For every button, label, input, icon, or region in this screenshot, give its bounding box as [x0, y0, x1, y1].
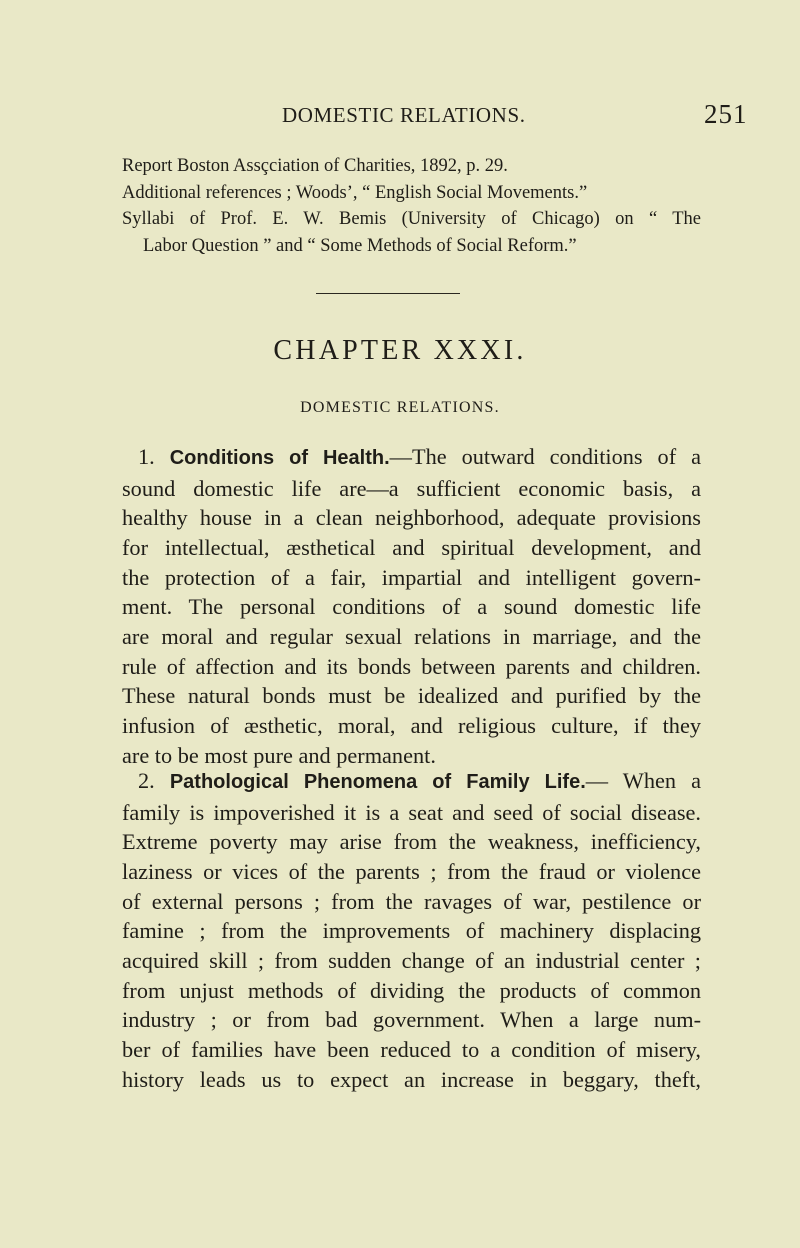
section-first-line: [122, 442, 701, 474]
paragraph-line: family is impoverished it is a seat and seed of social disease.: [122, 799, 701, 825]
reference-line: Syllabi of Prof. E. W. Bemis (University of Chicago) on “ The: [122, 209, 701, 229]
paragraph-line: These natural bonds must be idealized and purified by the: [122, 683, 701, 709]
paragraph-line: for intellectual, æsthetical and spiritual development, and: [122, 534, 701, 560]
paragraph-line: rule of affection and its bonds between parents and children.: [122, 653, 701, 679]
paragraph-line: history leads us to expect an increase in beggary, theft,: [122, 1066, 701, 1092]
section-heading: Pathological Phenomena of Family Life.: [169, 771, 586, 793]
section-first-line: [122, 766, 701, 798]
paragraph-line: Extreme poverty may arise from the weakness, inefficiency,: [122, 829, 701, 855]
paragraph-line: — When a: [585, 768, 702, 793]
running-title: DOMESTIC RELATIONS.: [282, 103, 526, 127]
paragraph-line: ment. The personal conditions of a sound domestic life: [122, 594, 701, 620]
paragraph-line: acquired skill ; from sudden change of an industrial center ;: [122, 947, 701, 973]
paragraph-line: infusion of æsthetic, moral, and religious culture, if they: [122, 712, 701, 738]
section-number: 1.: [138, 444, 155, 469]
paragraph-line: sound domestic life are—a sufficient economic basis, a: [122, 475, 701, 501]
paragraph-line: the protection of a fair, impartial and intelligent govern-: [122, 564, 701, 590]
paragraph-line: laziness or vices of the parents ; from the fraud or violence: [122, 858, 701, 884]
chapter-subtitle: DOMESTIC RELATIONS.: [300, 399, 500, 416]
running-head: [0, 99, 800, 133]
reference-line: Additional references ; Woods’, “ English Social Movements.”: [122, 182, 588, 203]
page-number: 251: [704, 99, 748, 129]
reference-line: Report Boston Assçciation of Charities, 1892, p. 29.: [122, 156, 508, 176]
section-heading: Conditions of Health.: [169, 447, 390, 469]
paragraph-line: are moral and regular sexual relations in marriage, and the: [122, 623, 701, 649]
section-conditions-of-health: [122, 442, 701, 770]
chapter-title: CHAPTER XXXI.: [273, 335, 527, 366]
paragraph-line: healthy house in a clean neighborhood, adequate provisions: [122, 505, 701, 531]
paragraph-line: famine ; from the improvements of machinery displacing: [122, 918, 701, 944]
paragraph-line: industry ; or from bad government. When a large num-: [122, 1007, 701, 1033]
paragraph-line: are to be most pure and permanent.: [122, 742, 436, 768]
paragraph-line: —The outward conditions of a: [389, 444, 702, 469]
section-pathological-phenomena: [122, 766, 701, 1094]
paragraph-line: from unjust methods of dividing the products of common: [122, 977, 701, 1003]
paragraph-line: ber of families have been reduced to a condition of misery,: [122, 1036, 701, 1062]
references-block: [122, 153, 701, 259]
section-number: 2.: [138, 768, 155, 793]
reference-line: Labor Question ” and “ Some Methods of Social Reform.”: [143, 235, 577, 256]
paragraph-line: of external persons ; from the ravages of war, pestilence or: [122, 888, 701, 914]
chapter-divider-rule: [316, 293, 460, 294]
